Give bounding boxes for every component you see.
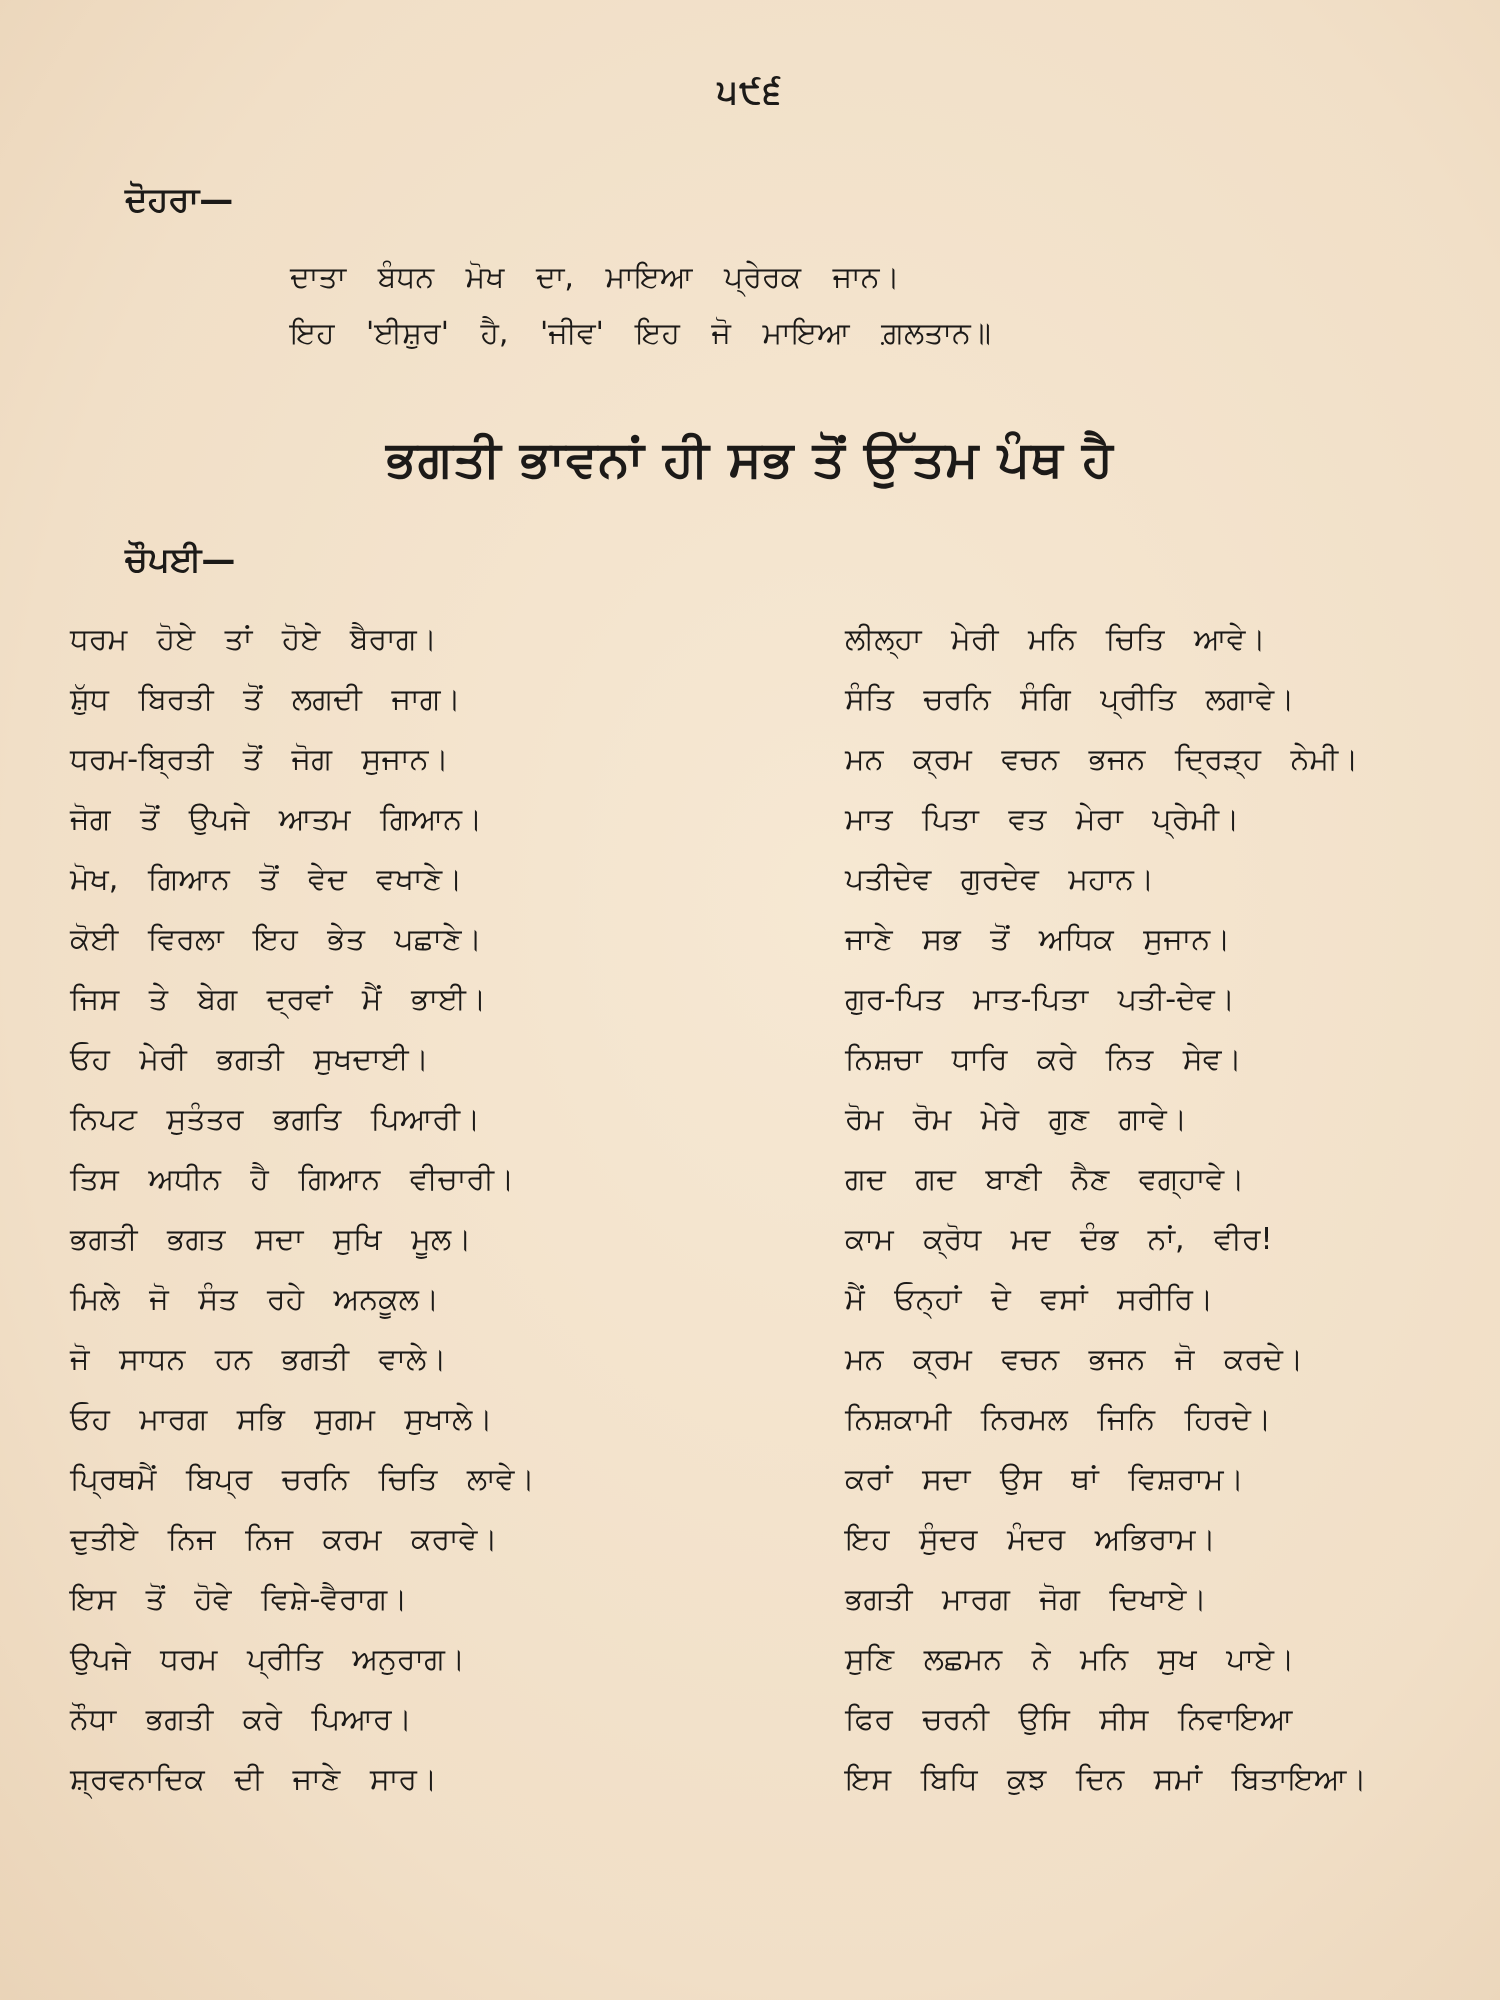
verse-line: ਨਿਸ਼ਚਾ ਧਾਰਿ ਕਰੇ ਨਿਤ ਸੇਵ। bbox=[845, 1042, 1242, 1077]
verse-line: ਦੁਤੀਏ ਨਿਜ ਨਿਜ ਕਰਮ ਕਰਾਵੇ। bbox=[70, 1522, 498, 1557]
verse-line: ਜਿਸ ਤੇ ਬੇਗ ਦ੍ਰਵਾਂ ਮੈਂ ਭਾਈ। bbox=[70, 982, 487, 1017]
verse-line: ਓਹ ਮਾਰਗ ਸਭਿ ਸੁਗਮ ਸੁਖਾਲੇ। bbox=[70, 1402, 493, 1437]
verse-line: ਕਰਾਂ ਸਦਾ ਉਸ ਥਾਂ ਵਿਸ਼ਰਾਮ। bbox=[845, 1462, 1244, 1497]
verse-line: ਮਾਤ ਪਿਤਾ ਵਤ ਮੇਰਾ ਪ੍ਰੇਮੀ। bbox=[845, 802, 1240, 837]
verse-line: ਇਸ ਤੋਂ ਹੋਵੇ ਵਿਸ਼ੇ-ਵੈਰਾਗ। bbox=[70, 1582, 408, 1617]
verse-line: ਰੋਮ ਰੋਮ ਮੇਰੇ ਗੁਣ ਗਾਵੇ। bbox=[845, 1102, 1188, 1137]
page-number: ੫੯੬ bbox=[717, 72, 783, 112]
dohra-verse bbox=[290, 250, 991, 362]
verse-line: ਜੋਗ ਤੋਂ ਉਪਜੇ ਆਤਮ ਗਿਆਨ। bbox=[70, 802, 483, 837]
verse-line: ਫਿਰ ਚਰਨੀ ਉਸਿ ਸੀਸ ਨਿਵਾਇਆ bbox=[845, 1702, 1293, 1737]
verse-line: ਭਗਤੀ ਭਗਤ ਸਦਾ ਸੁਖਿ ਮੂਲ। bbox=[70, 1222, 472, 1257]
verse-line: ਪ੍ਰਿਥਮੈਂ ਬਿਪ੍ਰ ਚਰਨਿ ਚਿਤਿ ਲਾਵੇ। bbox=[70, 1462, 535, 1497]
chaupai-right-column bbox=[845, 610, 1405, 1810]
section-heading: ਭਗਤੀ ਭਾਵਨਾਂ ਹੀ ਸਭ ਤੋਂ ਉੱਤਮ ਪੰਥ ਹੈ bbox=[386, 430, 1114, 488]
dohra-line: ਦਾਤਾ ਬੰਧਨ ਮੋਖ ਦਾ, ਮਾਇਆ ਪ੍ਰੇਰਕ ਜਾਨ। bbox=[290, 260, 900, 295]
verse-line: ਉਪਜੇ ਧਰਮ ਪ੍ਰੀਤਿ ਅਨੁਰਾਗ। bbox=[70, 1642, 466, 1677]
verse-line: ਭਗਤੀ ਮਾਰਗ ਜੋਗ ਦਿਖਾਏ। bbox=[845, 1582, 1207, 1617]
verse-line: ਕਾਮ ਕ੍ਰੋਧ ਮਦ ਦੰਭ ਨਾਂ, ਵੀਰ! bbox=[845, 1222, 1273, 1257]
verse-line: ਗੁਰ-ਪਿਤ ਮਾਤ-ਪਿਤਾ ਪਤੀ-ਦੇਵ। bbox=[845, 982, 1235, 1017]
dohra-label: ਦੋਹਰਾ— bbox=[125, 180, 234, 220]
verse-line: ਗਦ ਗਦ ਬਾਣੀ ਨੈਣ ਵਗ੍ਹਾਵੇ। bbox=[845, 1162, 1245, 1197]
verse-line: ਕੋਈ ਵਿਰਲਾ ਇਹ ਭੇਤ ਪਛਾਣੇ। bbox=[70, 922, 482, 957]
verse-line: ਸੁਣਿ ਲਛਮਨ ਨੇ ਮਨਿ ਸੁਖ ਪਾਏ। bbox=[845, 1642, 1295, 1677]
verse-line: ਨੌਧਾ ਭਗਤੀ ਕਰੇ ਪਿਆਰ। bbox=[70, 1702, 412, 1737]
verse-line: ਇਹ ਸੁੰਦਰ ਮੰਦਰ ਅਭਿਰਾਮ। bbox=[845, 1522, 1216, 1557]
chaupai-label: ਚੌਪਈ— bbox=[125, 540, 236, 580]
verse-line: ਓਹ ਮੇਰੀ ਭਗਤੀ ਸੁਖਦਾਈ। bbox=[70, 1042, 429, 1077]
chaupai-left-column bbox=[70, 610, 670, 1810]
verse-line: ਮਨ ਕ੍ਰਮ ਵਚਨ ਭਜਨ ਜੋ ਕਰਦੇ। bbox=[845, 1342, 1304, 1377]
verse-line: ਸ਼ੁੱਧ ਬਿਰਤੀ ਤੋਂ ਲਗਦੀ ਜਾਗ। bbox=[70, 682, 461, 717]
verse-line: ਤਿਸ ਅਧੀਨ ਹੈ ਗਿਆਨ ਵੀਚਾਰੀ। bbox=[70, 1162, 515, 1197]
verse-line: ਧਰਮ-ਬ੍ਰਿਤੀ ਤੋਂ ਜੋਗ ਸੁਜਾਨ। bbox=[70, 742, 449, 777]
verse-line: ਮੈਂ ਓਨ੍ਹਾਂ ਦੇ ਵਸਾਂ ਸਰੀਰਿ। bbox=[845, 1282, 1214, 1317]
verse-line: ਲੀਲ੍ਹਾ ਮੇਰੀ ਮਨਿ ਚਿਤਿ ਆਵੇ। bbox=[845, 622, 1266, 657]
dohra-line: ਇਹ 'ਈਸ਼ੁਰ' ਹੈ, 'ਜੀਵ' ਇਹ ਜੋ ਮਾਇਆ ਗ਼ਲਤਾਨ॥ bbox=[290, 316, 992, 351]
verse-line: ਧਰਮ ਹੋਏ ਤਾਂ ਹੋਏ ਬੈਰਾਗ। bbox=[70, 622, 437, 657]
verse-line: ਨਿਸ਼ਕਾਮੀ ਨਿਰਮਲ ਜਿਨਿ ਹਿਰਦੇ। bbox=[845, 1402, 1272, 1437]
verse-line: ਸੰਤਿ ਚਰਨਿ ਸੰਗਿ ਪ੍ਰੀਤਿ ਲਗਾਵੇ। bbox=[845, 682, 1295, 717]
verse-line: ਜਾਣੇ ਸਭ ਤੋਂ ਅਧਿਕ ਸੁਜਾਨ। bbox=[845, 922, 1231, 957]
verse-line: ਮਨ ਕ੍ਰਮ ਵਚਨ ਭਜਨ ਦ੍ਰਿੜ੍ਹ ਨੇਮੀ। bbox=[845, 742, 1359, 777]
verse-line: ਸ਼੍ਰਵਨਾਦਿਕ ਦੀ ਜਾਣੇ ਸਾਰ। bbox=[70, 1762, 438, 1797]
verse-line: ਪਤੀਦੇਵ ਗੁਰਦੇਵ ਮਹਾਨ। bbox=[845, 862, 1155, 897]
verse-line: ਮਿਲੇ ਜੋ ਸੰਤ ਰਹੇ ਅਨਕੂਲ। bbox=[70, 1282, 440, 1317]
verse-line: ਇਸ ਬਿਧਿ ਕੁਝ ਦਿਨ ਸਮਾਂ ਬਿਤਾਇਆ। bbox=[845, 1762, 1367, 1797]
verse-line: ਜੋ ਸਾਧਨ ਹਨ ਭਗਤੀ ਵਾਲੇ। bbox=[70, 1342, 447, 1377]
verse-line: ਮੋਖ, ਗਿਆਨ ਤੋਂ ਵੇਦ ਵਖਾਣੇ। bbox=[70, 862, 463, 897]
verse-line: ਨਿਪਟ ਸੁਤੰਤਰ ਭਗਤਿ ਪਿਆਰੀ। bbox=[70, 1102, 481, 1137]
